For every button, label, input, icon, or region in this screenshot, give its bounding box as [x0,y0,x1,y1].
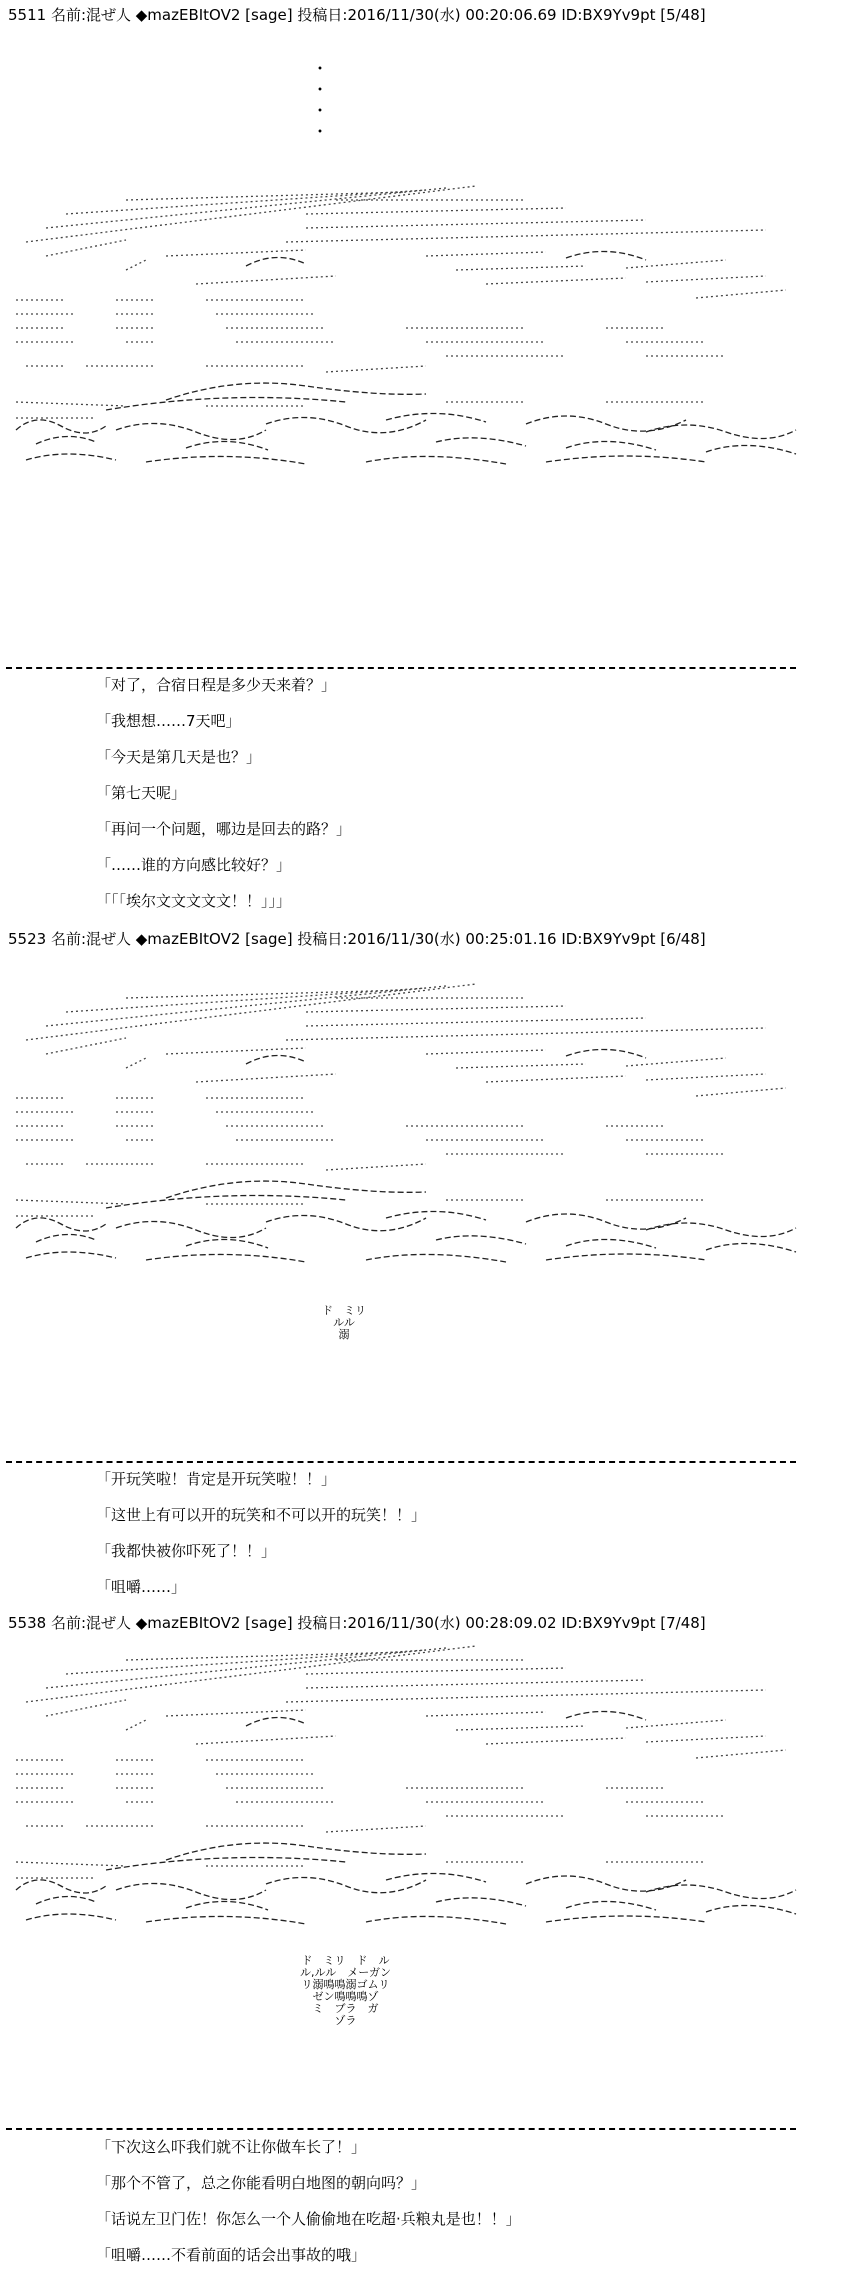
ascii-art-stroke [126,1720,146,1730]
ascii-art-stroke [486,1738,626,1744]
ascii-art-cloud-outline [706,1243,796,1252]
post-header: 5523 名前:混ぜ人 ◆mazEBItOV2 [sage] 投稿日:2016/11/30(水) 00:25:01.16 ID:BX9Yv9pt [6/48] [8,930,706,948]
ascii-art-stroke [456,266,586,270]
ascii-art-cloud-outline [546,456,706,462]
ascii-art-cloud-outline [266,1877,426,1892]
ascii-art-stroke [46,240,126,256]
dialogue-line: 「今天是第几天是也？」 [96,748,262,766]
sound-effect-text: ド ミリ ルル 溺 [322,1304,366,1341]
ascii-art-stroke [26,186,476,242]
ascii-art-stroke [196,1736,336,1744]
ascii-art-cloud-outline [106,1196,346,1209]
ascii-art-stroke [286,1028,766,1040]
ascii-art-stroke [46,1700,126,1716]
ascii-art-cloud-outline [16,1880,106,1893]
ascii-art-stroke [306,220,646,228]
dialogue-line: 「再问一个问题，哪边是回去的路？」 [96,820,352,838]
ascii-art-stroke [26,984,476,1040]
ascii-art-cloud-outline [546,1254,706,1260]
dialogue-line: 「第七天呢」 [96,784,187,802]
ascii-art-cloud-outline [386,1211,486,1220]
ascii-art-cloud-outline [706,1905,796,1914]
ascii-art-cloud-outline [526,1876,686,1891]
ascii-art-cloud-outline [36,436,96,444]
ascii-art-cloud-outline [116,1883,266,1899]
ascii-art-cloud-outline [36,1234,96,1242]
ascii-art-cloud-outline [26,454,116,460]
dialogue-line: 「咀嚼……不看前面的话会出事故的哦」 [96,2246,367,2264]
ascii-art-stroke [426,1050,546,1054]
ascii-art-cloud-outline [116,1221,266,1237]
ascii-art-stroke [166,250,306,256]
ascii-art-stroke [46,1648,446,1688]
ascii-art-cloud-scene [6,180,840,470]
section-divider [6,2128,796,2130]
dialogue-line: 「……谁的方向感比较好？」 [96,856,292,874]
ascii-art-stroke [486,1076,626,1082]
ascii-art-cloud-outline [436,438,526,446]
ascii-art-stroke [16,402,126,406]
ascii-art-cloud-outline [146,1254,306,1262]
sound-effect-text: ド ミリ ド ル ル,ルル メーガン リ溺鳴鳴溺ゴムリ ゼン鳴鳴鳴ゾ ミ ブラ ガ ゾラ [300,1954,392,2027]
dialogue-line: 「我都快被你吓死了！！」 [96,1542,277,1560]
ascii-art-stroke [306,1680,646,1688]
ascii-art-cloud-outline [526,1214,686,1229]
ascii-art-stroke [426,1712,546,1716]
dialogue-line: 「那个不管了，总之你能看明白地图的朝向吗？」 [96,2174,427,2192]
ascii-art-stroke [696,290,786,298]
ascii-art-cloud-outline [106,398,346,411]
ascii-art-cloud-outline [566,1901,656,1910]
ascii-art-cloud-outline [246,1717,306,1726]
ascii-art-stroke [126,990,406,998]
ascii-art-stroke [646,1736,766,1742]
ascii-art-cloud-outline [436,1898,526,1906]
dialogue-line: 「我想想……7天吧」 [96,712,241,730]
ascii-art-cloud-outline [386,413,486,422]
ascii-art-cloud-outline [436,1236,526,1244]
ascii-art-stroke [326,1164,426,1170]
ascii-art-cloud-scene [6,978,840,1268]
ascii-art-stroke [166,1048,306,1054]
ascii-art-cloud-outline [26,1252,116,1258]
ascii-art-stroke [126,1058,146,1068]
ascii-art-cloud-outline [16,420,106,433]
ascii-art-stroke [426,252,546,256]
ascii-art-stroke [306,1006,566,1012]
ascii-art-stroke [126,1652,406,1660]
dialogue-line: 「对了，合宿日程是多少天来着？」 [96,676,337,694]
ascii-art-cloud-outline [36,1896,96,1904]
ascii-art-cloud-outline [166,1181,426,1198]
dialogue-line: 「下次这么吓我们就不让你做车长了！」 [96,2138,367,2156]
ascii-art-stroke [66,190,426,214]
ascii-art-stroke [696,1088,786,1096]
ascii-art-stroke [66,988,426,1012]
ascii-art-cloud-outline [366,1254,506,1262]
section-divider [6,667,796,669]
ascii-art-cloud-outline [166,383,426,400]
ascii-art-stroke [306,1018,646,1026]
ascii-art-cloud-outline [266,1215,426,1230]
dialogue-line: 「咀嚼……」 [96,1578,187,1596]
ascii-art-cloud-outline [16,1218,106,1231]
ascii-art-cloud-outline [566,251,646,260]
ascii-art-stroke [626,1058,726,1066]
ascii-art-cloud-outline [566,441,656,450]
ascii-art-stroke [696,1750,786,1758]
ascii-art-cloud-outline [246,1055,306,1064]
ascii-art-stroke [306,208,566,214]
ascii-art-stroke [326,1826,426,1832]
ascii-art-cloud-outline [186,1239,268,1248]
ascii-art-cloud-outline [526,416,686,431]
ascii-art-stroke [286,230,766,242]
ascii-art-cloud-outline [386,1873,486,1882]
section-divider [6,1461,796,1463]
ascii-art-stroke [46,1038,126,1054]
ascii-art-stroke [286,1690,766,1702]
dialogue-line: 「这世上有可以开的玩笑和不可以开的玩笑！！」 [96,1506,427,1524]
ascii-art-cloud-outline [566,1711,646,1720]
ascii-art-stroke [646,1074,766,1080]
ascii-art-stroke [16,1200,126,1204]
ascii-art-cloud-outline [146,1916,306,1924]
ascii-art-stroke [46,986,446,1026]
ascii-art-stroke [456,1726,586,1730]
ascii-art-cloud-outline [266,417,426,432]
ellipsis-dots: ・ ・ ・ ・ [312,59,329,141]
post-header: 5511 名前:混ぜ人 ◆mazEBItOV2 [sage] 投稿日:2016/11/30(水) 00:20:06.69 ID:BX9Yv9pt [5/48] [8,6,706,24]
dialogue-line: 「「「埃尔文文文文文！！」」」 [96,892,292,910]
ascii-art-cloud-outline [706,445,796,454]
dialogue-line: 「话说左卫门佐！你怎么一个人偷偷地在吃超·兵粮丸是也！！」 [96,2210,521,2228]
ascii-art-stroke [126,192,406,200]
ascii-art-stroke [26,1646,476,1702]
ascii-art-cloud-outline [146,456,306,464]
ascii-art-cloud-outline [366,1916,506,1924]
ascii-art-stroke [306,1668,566,1674]
ascii-art-stroke [456,1064,586,1068]
ascii-art-cloud-outline [186,1901,268,1910]
ascii-art-cloud-outline [246,257,306,266]
ascii-art-cloud-outline [106,1858,346,1871]
ascii-art-stroke [46,188,446,228]
ascii-art-stroke [166,1710,306,1716]
ascii-art-cloud-outline [566,1049,646,1058]
ascii-art-cloud-outline [116,423,266,439]
ascii-art-cloud-outline [166,1843,426,1860]
ascii-art-stroke [626,260,726,268]
ascii-art-stroke [326,366,426,372]
ascii-art-stroke [126,260,146,270]
ascii-art-stroke [66,1650,426,1674]
ascii-art-stroke [486,278,626,284]
ascii-art-cloud-outline [546,1916,706,1922]
ascii-art-stroke [646,276,766,282]
ascii-art-cloud-outline [186,441,268,450]
ascii-art-stroke [196,1074,336,1082]
ascii-art-cloud-scene [6,1640,840,1930]
ascii-art-cloud-outline [566,1239,656,1248]
post-header: 5538 名前:混ぜ人 ◆mazEBItOV2 [sage] 投稿日:2016/11/30(水) 00:28:09.02 ID:BX9Yv9pt [7/48] [8,1614,706,1632]
ascii-art-stroke [196,276,336,284]
ascii-art-cloud-outline [26,1914,116,1920]
ascii-art-stroke [626,1720,726,1728]
ascii-art-cloud-outline [366,456,506,464]
dialogue-line: 「开玩笑啦！肯定是开玩笑啦！！」 [96,1470,337,1488]
ascii-art-stroke [16,1862,126,1866]
